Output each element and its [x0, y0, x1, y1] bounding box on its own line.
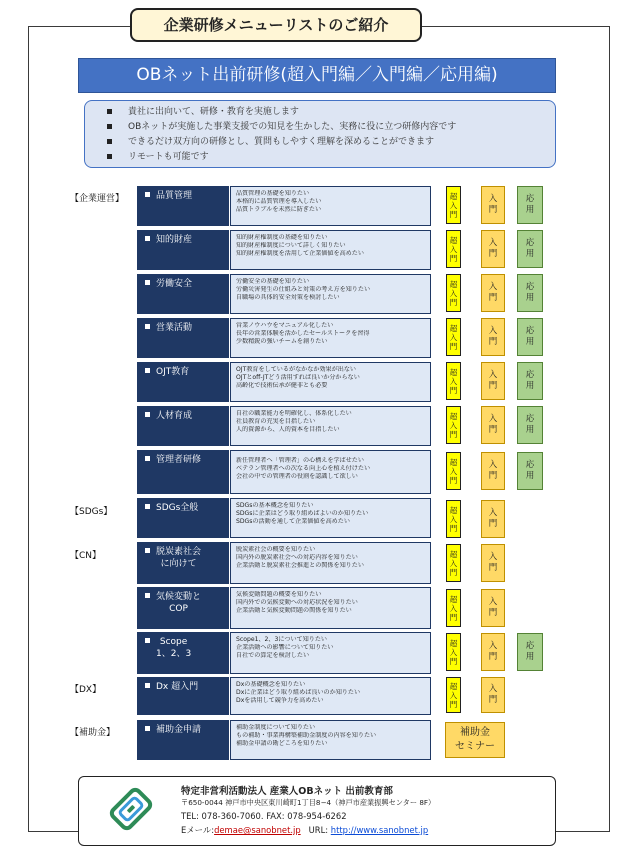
desc-decarbonization: 脱炭素社会の概要を知りたい 国内外の脱炭素社会への対応内容を知りたい 企業活動と脱炭素社会推進との関係を知りたい [230, 542, 431, 584]
level-intro[interactable]: 入 門 [481, 274, 505, 312]
org-address: 〒650-0044 神戸市中央区東川崎町1丁目8−4（神戸市産業振興センター 8F） [181, 798, 436, 807]
org-name: 特定非営利活動法人 産業人OBネット 出前教育部 [181, 786, 393, 797]
desc-subsidy-application: 補助金制度について知りたい もの補助・事業再構築補助金制度の内容を知りたい 補助金申請の勘どころを知りたい [230, 720, 431, 760]
email-link[interactable]: demae@sanobnet.jp [214, 825, 301, 835]
level-super-intro[interactable]: 超 入 門 [446, 406, 461, 444]
level-super-intro[interactable]: 超 入 門 [446, 589, 461, 627]
menu-quality-control[interactable]: 品質管理 [137, 186, 229, 226]
category-sdgs: 【SDGs】 [70, 507, 113, 517]
level-super-intro[interactable]: 超 入 門 [446, 186, 461, 224]
menu-decarbonization[interactable]: 脱炭素社会 に向けて [137, 542, 229, 584]
level-intro[interactable]: 入 門 [481, 230, 505, 268]
menu-climate-cop[interactable]: 気候変動と COP [137, 587, 229, 629]
contact-footer [78, 776, 556, 846]
url-label: URL: [308, 825, 329, 835]
desc-quality-control: 品質管理の基礎を知りたい 本格的に品質管理を導入したい 品質トラブルを未然に防ぎたい [230, 186, 431, 226]
level-intro[interactable]: 入 門 [481, 544, 505, 582]
level-applied[interactable]: 応 用 [517, 318, 543, 356]
menu-manager-training[interactable]: 管理者研修 [137, 450, 229, 494]
category-business: 【企業運営】 [70, 194, 125, 204]
level-super-intro[interactable]: 超 入 門 [446, 318, 461, 356]
desc-labor-safety: 労働安全の基礎を知りたい 労働災害発生の仕組みと対策の考え方を知りたい 自職場の具体的安全対策を検討したい [230, 274, 431, 314]
level-applied[interactable]: 応 用 [517, 452, 543, 490]
subsidy-seminar-button[interactable]: 補助金 セミナー [445, 722, 505, 758]
org-contact-web [181, 824, 428, 836]
level-intro[interactable]: 入 門 [481, 500, 505, 538]
intro-item: できるだけ双方向の研修とし、質問もしやすく理解を深めることができます [107, 136, 434, 148]
level-super-intro[interactable]: 超 入 門 [446, 230, 461, 268]
category-subsidy: 【補助金】 [70, 728, 116, 738]
desc-sales-activity: 営業ノウハウをマニュアル化したい 長年の営業体験を活かしたセールストークを習得 少数精鋭の強いチームを創りたい [230, 318, 431, 358]
desc-hr-development: 自社の職業能力を明確化し、体系化したい 社員教育の充実を目指したい 人的資源から、人的資本を目指したい [230, 406, 431, 446]
intro-item: 貴社に出向いて、研修・教育を実施します [107, 106, 299, 118]
email-label: Eメール: [181, 825, 215, 835]
intro-item: リモートも可能です [107, 151, 209, 163]
page-title: 企業研修メニューリストのご紹介 [130, 8, 422, 42]
menu-subsidy-application[interactable]: 補助金申請 [137, 720, 229, 760]
menu-sdgs-general[interactable]: SDGs全般 [137, 498, 229, 538]
desc-scope-123: Scope1、2、3について知りたい 企業活動への影響について知りたい 自社での算定を検討したい [230, 632, 431, 674]
level-super-intro[interactable]: 超 入 門 [446, 633, 461, 671]
desc-intellectual-property: 知的財産権制度の基礎を知りたい 知的財産権制度について詳しく知りたい 知的財産権制度を活用して企業価値を高めたい [230, 230, 431, 270]
level-applied[interactable]: 応 用 [517, 230, 543, 268]
level-intro[interactable]: 入 門 [481, 452, 505, 490]
desc-manager-training: 新任管理者へ「管理者」の心構えを学ばせたい ベテラン管理者への次なる向上心を植え付けたい 会社の中での管理者の役割を認識して欲しい [230, 450, 431, 494]
website-link[interactable]: http://www.sanobnet.jp [330, 825, 429, 835]
level-super-intro[interactable]: 超 入 門 [446, 274, 461, 312]
level-super-intro[interactable]: 超 入 門 [446, 362, 461, 400]
intro-box [84, 100, 556, 168]
level-intro[interactable]: 入 門 [481, 186, 505, 224]
intro-item: OBネットが実施した事業支援での知見を生かした、実務に役に立つ研修内容です [107, 121, 456, 133]
level-intro[interactable]: 入 門 [481, 677, 505, 713]
level-applied[interactable]: 応 用 [517, 362, 543, 400]
level-intro[interactable]: 入 門 [481, 633, 505, 671]
level-applied[interactable]: 応 用 [517, 186, 543, 224]
menu-scope-123[interactable]: Scope 1、2、3 [137, 632, 229, 674]
menu-dx-intro[interactable]: Dx 超入門 [137, 677, 229, 715]
menu-hr-development[interactable]: 人材育成 [137, 406, 229, 446]
level-applied[interactable]: 応 用 [517, 406, 543, 444]
menu-sales-activity[interactable]: 営業活動 [137, 318, 229, 358]
obnet-logo-icon [105, 787, 157, 831]
level-intro[interactable]: 入 門 [481, 589, 505, 627]
level-intro[interactable]: 入 門 [481, 362, 505, 400]
category-dx: 【DX】 [70, 685, 102, 695]
org-phone: TEL: 078-360-7060. FAX: 078-954-6262 [181, 811, 347, 821]
banner: OBネット出前研修(超入門編／入門編／応用編) [78, 58, 556, 93]
level-super-intro[interactable]: 超 入 門 [446, 452, 461, 490]
level-intro[interactable]: 入 門 [481, 318, 505, 356]
level-super-intro[interactable]: 超 入 門 [446, 544, 461, 582]
category-cn: 【CN】 [70, 551, 102, 561]
desc-climate-cop: 気候変動問題の概要を知りたい 国内外での気候変動への対応状況を知りたい 企業活動と気候変動問題の関係を知りたい [230, 587, 431, 629]
menu-intellectual-property[interactable]: 知的財産 [137, 230, 229, 270]
level-super-intro[interactable]: 超 入 門 [446, 500, 461, 538]
level-super-intro[interactable]: 超 入 門 [446, 677, 461, 713]
desc-sdgs-general: SDGsの基本概念を知りたい SDGsに企業はどう取り組めばよいのか知りたい SDGsの活動を通して企業価値を高めたい [230, 498, 431, 538]
desc-ojt-education: OJT教育をしているがなかなか効果が出ない OJTとoff-JTどう活用すれば良いか分からない 高齢化で技術伝承が健非とも必要 [230, 362, 431, 402]
level-applied[interactable]: 応 用 [517, 274, 543, 312]
menu-labor-safety[interactable]: 労働安全 [137, 274, 229, 314]
level-intro[interactable]: 入 門 [481, 406, 505, 444]
desc-dx-intro: Dxの基礎概念を知りたい Dxに企業はどう取り組めば良いのか知りたい Dxを活用して競争力を高めたい [230, 677, 431, 715]
menu-ojt-education[interactable]: OJT教育 [137, 362, 229, 402]
level-applied[interactable]: 応 用 [517, 633, 543, 671]
